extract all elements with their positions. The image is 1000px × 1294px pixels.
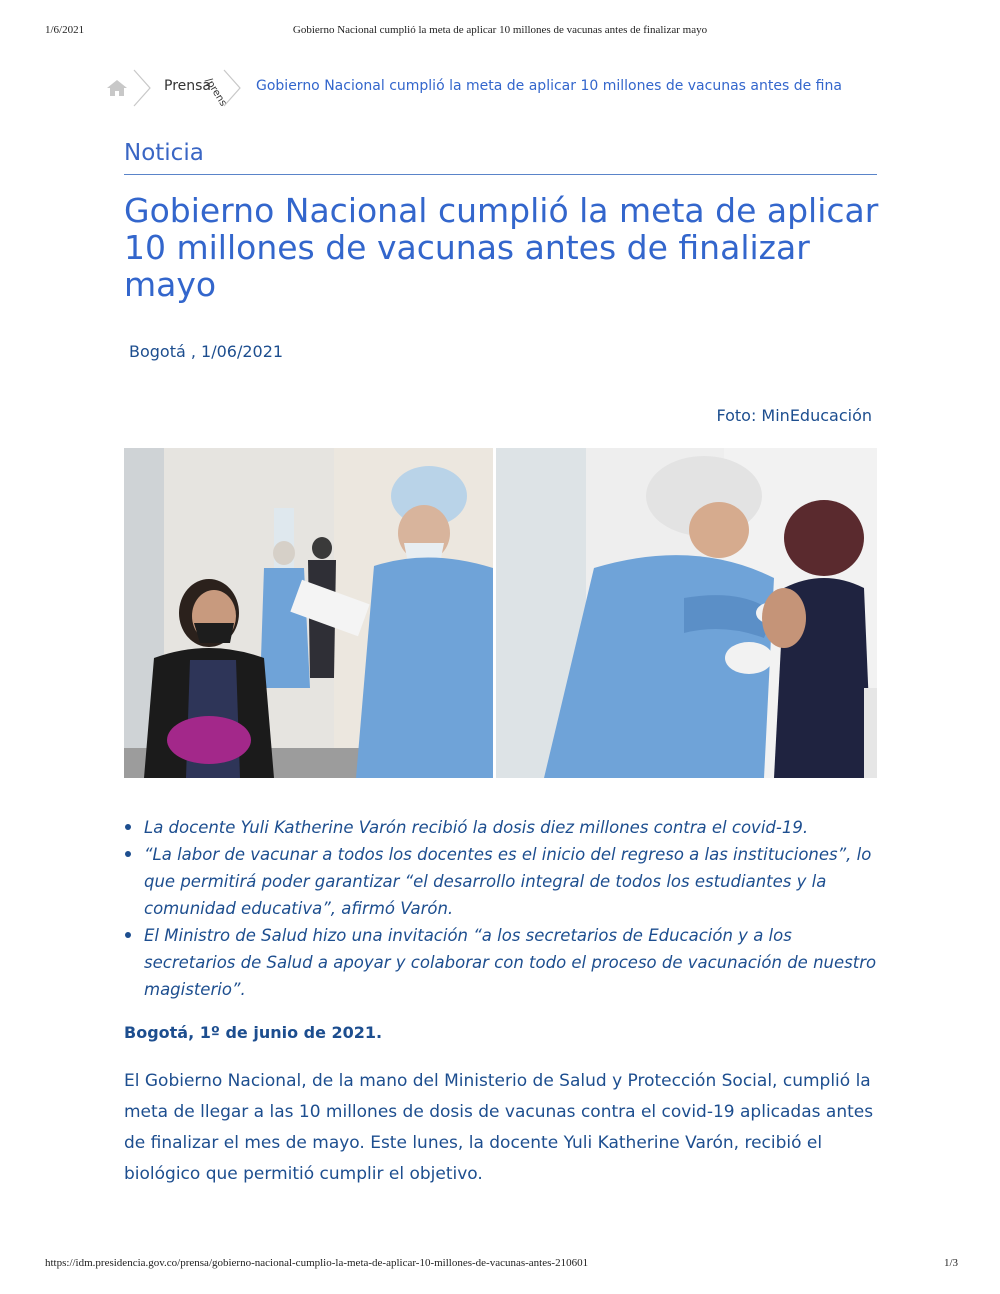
- breadcrumb: [106, 68, 906, 108]
- breadcrumb-separator-icon: [132, 68, 152, 108]
- article-headline: Gobierno Nacional cumplió la meta de aplicar 10 millones de vacunas antes de finalizar mayo: [124, 191, 879, 304]
- photo-right-panel: [496, 448, 877, 778]
- list-item: [124, 922, 884, 1003]
- divider: [124, 174, 877, 175]
- list-item-text: El Ministro de Salud hizo una invitación “a los secretarios de Educación y a los secretarios de Salud a apoyar y colaborar con todo el proceso de vacunación de nuestro magisterio”.: [144, 926, 877, 999]
- print-url: https://idm.presidencia.gov.co/prensa/gobierno-nacional-cumplio-la-meta-de-aplicar-10-millones-de-vacunas-antes-210601: [45, 1257, 589, 1269]
- breadcrumb-prensa-link[interactable]: Prensa: [164, 78, 212, 94]
- breadcrumb-separator-icon: [222, 68, 242, 108]
- photo-left-panel: [124, 448, 496, 778]
- print-date: 1/6/2021: [45, 24, 85, 36]
- bullet-icon: [125, 932, 131, 938]
- breadcrumb-current[interactable]: Gobierno Nacional cumplió la meta de aplicar 10 millones de vacunas antes de fina: [256, 78, 842, 94]
- highlights-list: [124, 814, 884, 1003]
- list-item-text: La docente Yuli Katherine Varón recibió la dosis diez millones contra el covid-19.: [144, 818, 809, 837]
- home-icon[interactable]: [106, 78, 128, 98]
- article-photo: [124, 448, 877, 778]
- section-label: Noticia: [124, 140, 204, 166]
- list-item: [124, 814, 884, 841]
- page-number: 1/3: [943, 1257, 958, 1269]
- lead-dateline: Bogotá, 1º de junio de 2021.: [124, 1023, 383, 1042]
- body-paragraph: El Gobierno Nacional, de la mano del Ministerio de Salud y Protección Social, cumplió la meta de llegar a las 10 millones de dosis de vacunas contra el covid-19 aplicadas antes de finalizar el mes de mayo. Este lunes, la docente Yuli Katherine Varón, recibió el biológico que permitió cumplir el objetivo.: [124, 1071, 874, 1184]
- list-item-text: “La labor de vacunar a todos los docentes es el inicio del regreso a las instituciones”, lo que permitirá poder garantizar “el desarrollo integral de todos los estudiantes y la comunidad educativa”, afirmó Varón.: [144, 845, 872, 918]
- article-dateline: Bogotá , 1/06/2021: [129, 342, 284, 361]
- bullet-icon: [125, 851, 131, 857]
- print-title: Gobierno Nacional cumplió la meta de aplicar 10 millones de vacunas antes de finalizar mayo: [292, 24, 708, 36]
- breadcrumb-slug: /prens: [202, 76, 229, 109]
- photo-credit: Foto: MinEducación: [716, 406, 872, 425]
- list-item: [124, 841, 884, 922]
- bullet-icon: [125, 824, 131, 830]
